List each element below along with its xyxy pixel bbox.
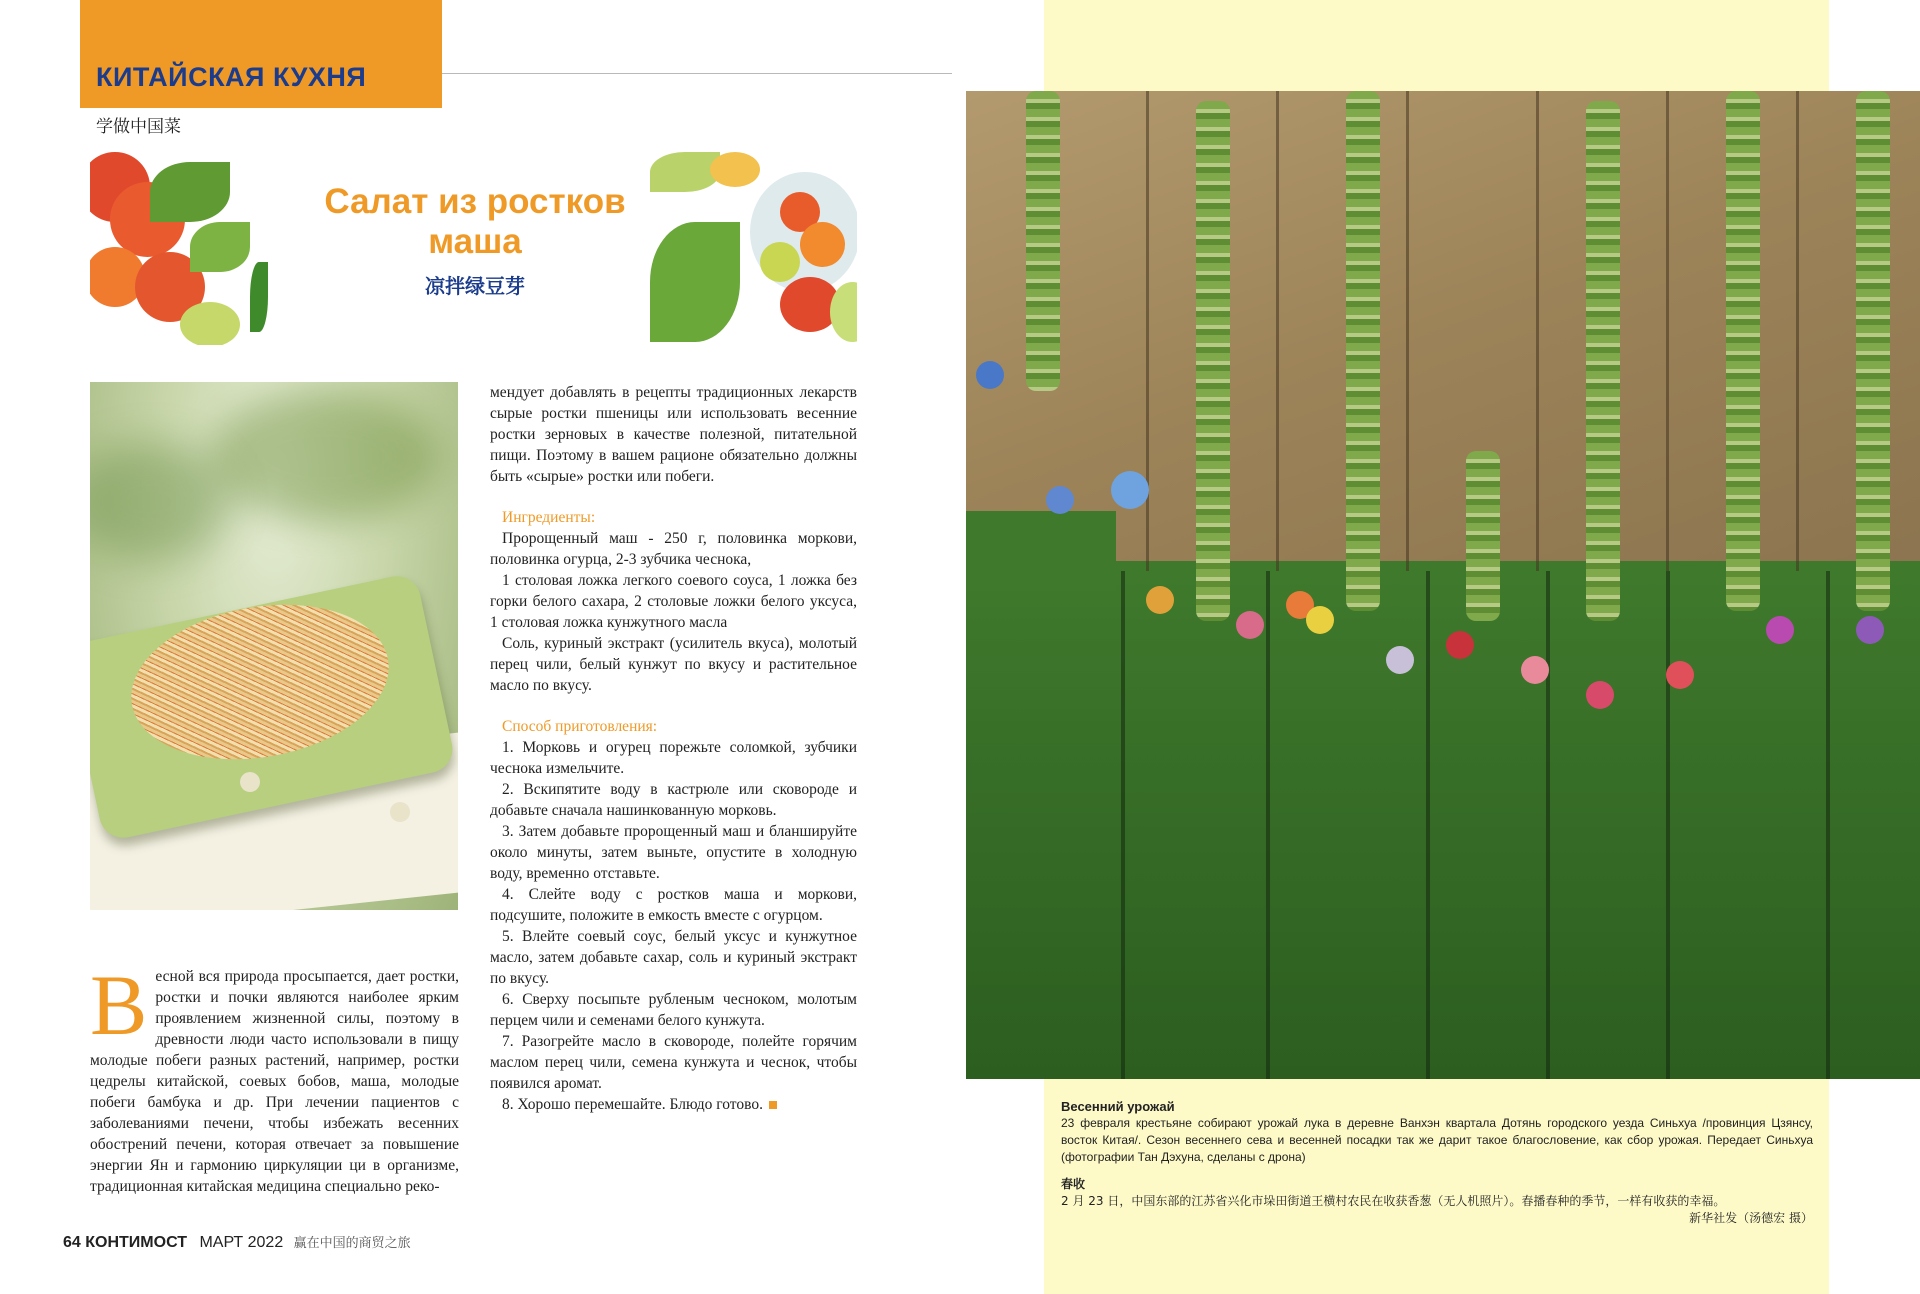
dish-photo [90,382,458,910]
ingredient-line: 1 столовая ложка легкого соевого соуса, 1 ложка без горки белого сахара, 2 столовые ложки белого уксуса, 1 столовая ложка кунжутного масла [490,572,857,631]
section-title: КИТАЙСКАЯ КУХНЯ [96,62,367,92]
intro-paragraph [90,957,459,1197]
method-step: 3. Затем добавьте пророщенный маш и бланшируйте около минуты, затем выньте, опустите в холодную воду, временно отставьте. [490,823,857,882]
ingredient-line: Пророщенный маш - 250 г, половинка моркови, половинка огурца, 2-3 зубчика чеснока, [490,530,857,568]
recipe-header-banner [90,152,857,345]
recipe-title: Салат из ростков маша [324,182,626,261]
magazine-name: КОНТИМОСТ [85,1234,187,1251]
page-number: 64 [63,1234,81,1251]
caption-title: Весенний урожай [1061,1099,1175,1114]
photo-caption [1061,1098,1813,1227]
footer-slogan-cn: 赢在中国的商贸之旅 [293,1236,411,1251]
caption-text-cn: 2 月 23 日，中国东部的江苏省兴化市垛田街道王横村农民在收获香葱（无人机照片）。春播春种的季节，一样有收获的幸福。 [1061,1194,1726,1208]
method-step: 7. Разогрейте масло в сковороде, полейте горячим маслом перец чили, семена кунжута и чеснок, чтобы появился аромат. [490,1033,857,1092]
field-photo [966,91,1920,1079]
section-divider [442,73,952,74]
method-step: 5. Влейте соевый соус, белый уксус и кунжутное масло, затем добавьте сахар, соль и куриный экстракт по вкусу. [490,928,857,987]
method-step-final [490,1094,857,1115]
end-mark-icon [769,1101,777,1109]
recipe-title-cn: 凉拌绿豆芽 [425,274,525,298]
issue-date: МАРТ 2022 [199,1234,284,1251]
method-step: 2. Вскипятите воду в кастрюле или сковороде и добавьте сначала нашинкованную морковь. [490,781,857,819]
method-step: 1. Морковь и огурец порежьте соломкой, зубчики чеснока измельчите. [490,739,857,777]
section-tab [80,0,442,108]
method-step: 4. Слейте воду с ростков маша и моркови, подсушите, положите в емкость вместе с огурцом. [490,886,857,924]
ingredients-heading: Ингредиенты: [502,509,596,526]
recipe-column [490,382,857,1115]
continued-text: мендует добавлять в рецепты традиционных лекарств сырые ростки пшеницы или использовать весенние ростки зерновых в качестве полезной, питательной пищи. Поэтому в вашем рационе обязательно должны быть «сырые» ростки или побеги. [490,384,857,485]
caption-credit-cn: 新华社发（汤德宏 摄） [1689,1211,1813,1225]
method-step: 6. Сверху посыпьте рубленым чесноком, молотым перцем чили и семенами белого кунжута. [490,991,857,1029]
section-subtitle-cn: 学做中国菜 [96,117,181,137]
intro-text: есной вся природа просыпается, дает ростки, ростки и почки являются наиболее ярким проявлением жизненной силы, поэтому в древности люди часто использовали в пищу молодые побеги разных растений, например, ростки цедрелы китайской, соевых бобов, маша, молодые побеги бамбука и др. При лечении пациентов с заболеваниями печени, чтобы избежать весенних обострений печени, которая отвечает за повышение энергии Ян и гармонию циркуляции ци в организме, традиционная китайская медицина специально реко- [90,968,459,1195]
caption-text: 23 февраля крестьяне собирают урожай лука в деревне Ванхэн квартала Дотянь городского уезда Синьхуа /провинция Цзянсу, восток Китая/. Сезон весеннего сева и весенней посадки так же дарит такое благословение, как сбор урожая. Передает Синьхуа (фотографии Тан Дэхуна, сделаны с дрона) [1061,1116,1813,1164]
method-step: 8. Хорошо перемешайте. Блюдо готово. [502,1096,763,1113]
caption-title-cn: 春收 [1061,1177,1086,1191]
method-heading: Способ приготовления: [502,718,658,735]
page-footer [63,1232,411,1252]
ingredient-line: Соль, куриный экстракт (усилитель вкуса), молотый перец чили, белый кунжут по вкусу и растительное масло по вкусу. [490,635,857,694]
dropcap: В [90,957,148,1053]
